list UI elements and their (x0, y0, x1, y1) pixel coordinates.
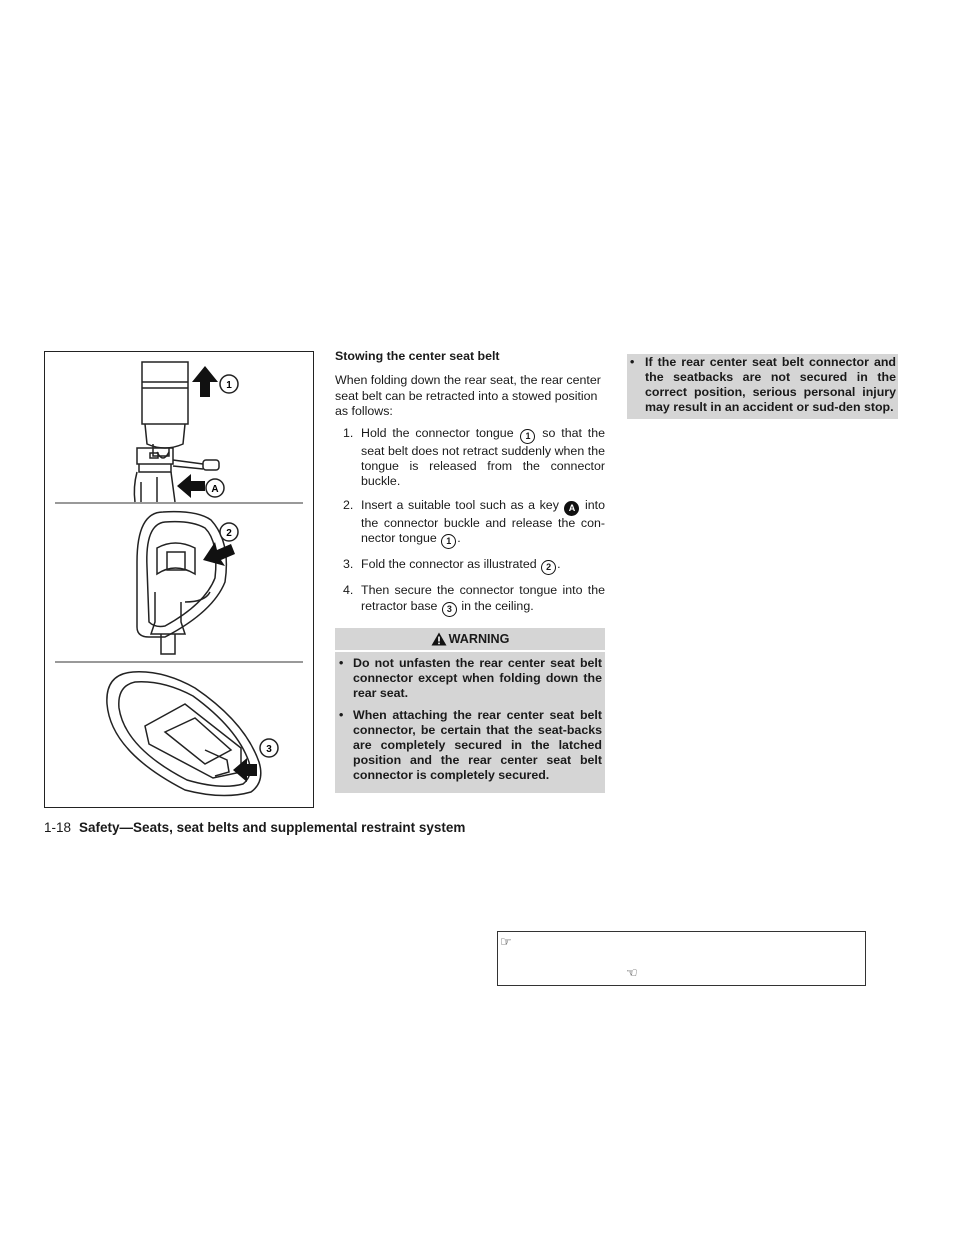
illustration-panel (44, 351, 314, 808)
warning-item (338, 708, 602, 783)
warning-text: When attaching the rear center seat belt connector, be certain that the seat-backs are completely secured in the latched position and the rear center seat belt connector is completely secured. (353, 708, 602, 783)
warning-triangle-icon (431, 632, 447, 646)
step-number: 3. (343, 557, 354, 572)
seat-belt-illustration (45, 352, 313, 807)
instructions-column (335, 349, 605, 793)
pointing-hand-right-icon: ☞ (500, 934, 512, 949)
note-box (497, 931, 866, 986)
page-number: 1-18 (44, 820, 72, 835)
bullet-icon: • (339, 656, 344, 671)
step-text: Fold the connector as illustrated (361, 557, 541, 572)
step-text: into the connector buckle and release the con-nector tongue (361, 497, 606, 546)
warning-item (338, 656, 602, 701)
arrow-left-icon (177, 474, 205, 498)
caution-list (627, 355, 896, 415)
step-item (335, 557, 605, 575)
arrow-up-icon (192, 366, 218, 397)
bullet-icon: • (630, 355, 635, 369)
step-text: . (457, 531, 461, 546)
warning-text: Do not unfasten the rear center seat belt connector except when folding down the rear seat. (353, 656, 602, 701)
pointing-hand-left-icon: ☜ (626, 965, 638, 980)
warning-title (335, 628, 605, 652)
step-text: Hold the connector tongue (361, 425, 520, 440)
callout-a-label: A (211, 484, 219, 495)
warning-title-text: WARNING (448, 631, 510, 646)
steps-list (335, 426, 605, 617)
step-text: . (557, 557, 561, 572)
page-footer (44, 820, 465, 835)
warning-box (335, 628, 605, 793)
step-number: 2. (343, 497, 354, 512)
panel-3 (107, 672, 261, 796)
step-number: 4. (343, 583, 354, 598)
step-number: 1. (343, 425, 354, 440)
callout-2-badge: 2 (541, 560, 556, 575)
step-item (335, 498, 605, 549)
chapter-title: Safety—Seats, seat belts and supplemental restraint system (79, 820, 466, 835)
step-text: Then secure the connector tongue into the retractor base (361, 583, 605, 613)
callout-1-badge: 1 (520, 429, 535, 444)
arrow-left-icon-2 (233, 758, 257, 782)
caution-item (627, 355, 896, 415)
step-text: Insert a suitable tool such as a key (361, 497, 564, 512)
panel-2 (137, 512, 226, 654)
caution-box (627, 354, 898, 419)
callout-2-label: 2 (226, 528, 232, 539)
step-item (335, 426, 605, 490)
warning-list (338, 652, 602, 783)
callout-a-badge: A (564, 501, 579, 516)
callout-3-label: 3 (266, 744, 272, 755)
callout-3-badge: 3 (442, 602, 457, 617)
callout-1-label: 1 (226, 380, 232, 391)
step-text: so that the seat belt does not retract suddenly when the tongue is released from the connector buckle. (361, 425, 605, 489)
step-item (335, 583, 605, 616)
caution-text: If the rear center seat belt connector and the seatbacks are not secured in the correct position, serious personal injury may result in an accident or sud-den stop. (645, 355, 896, 414)
bullet-icon: • (339, 708, 344, 723)
arrow-diagonal-icon (203, 542, 235, 566)
callout-1-badge: 1 (441, 534, 456, 549)
step-text: in the ceiling. (457, 598, 534, 613)
section-heading: Stowing the center seat belt (335, 349, 500, 363)
section-intro: When folding down the rear seat, the rear center seat belt can be retracted into a stowed position as follows: (335, 373, 601, 419)
